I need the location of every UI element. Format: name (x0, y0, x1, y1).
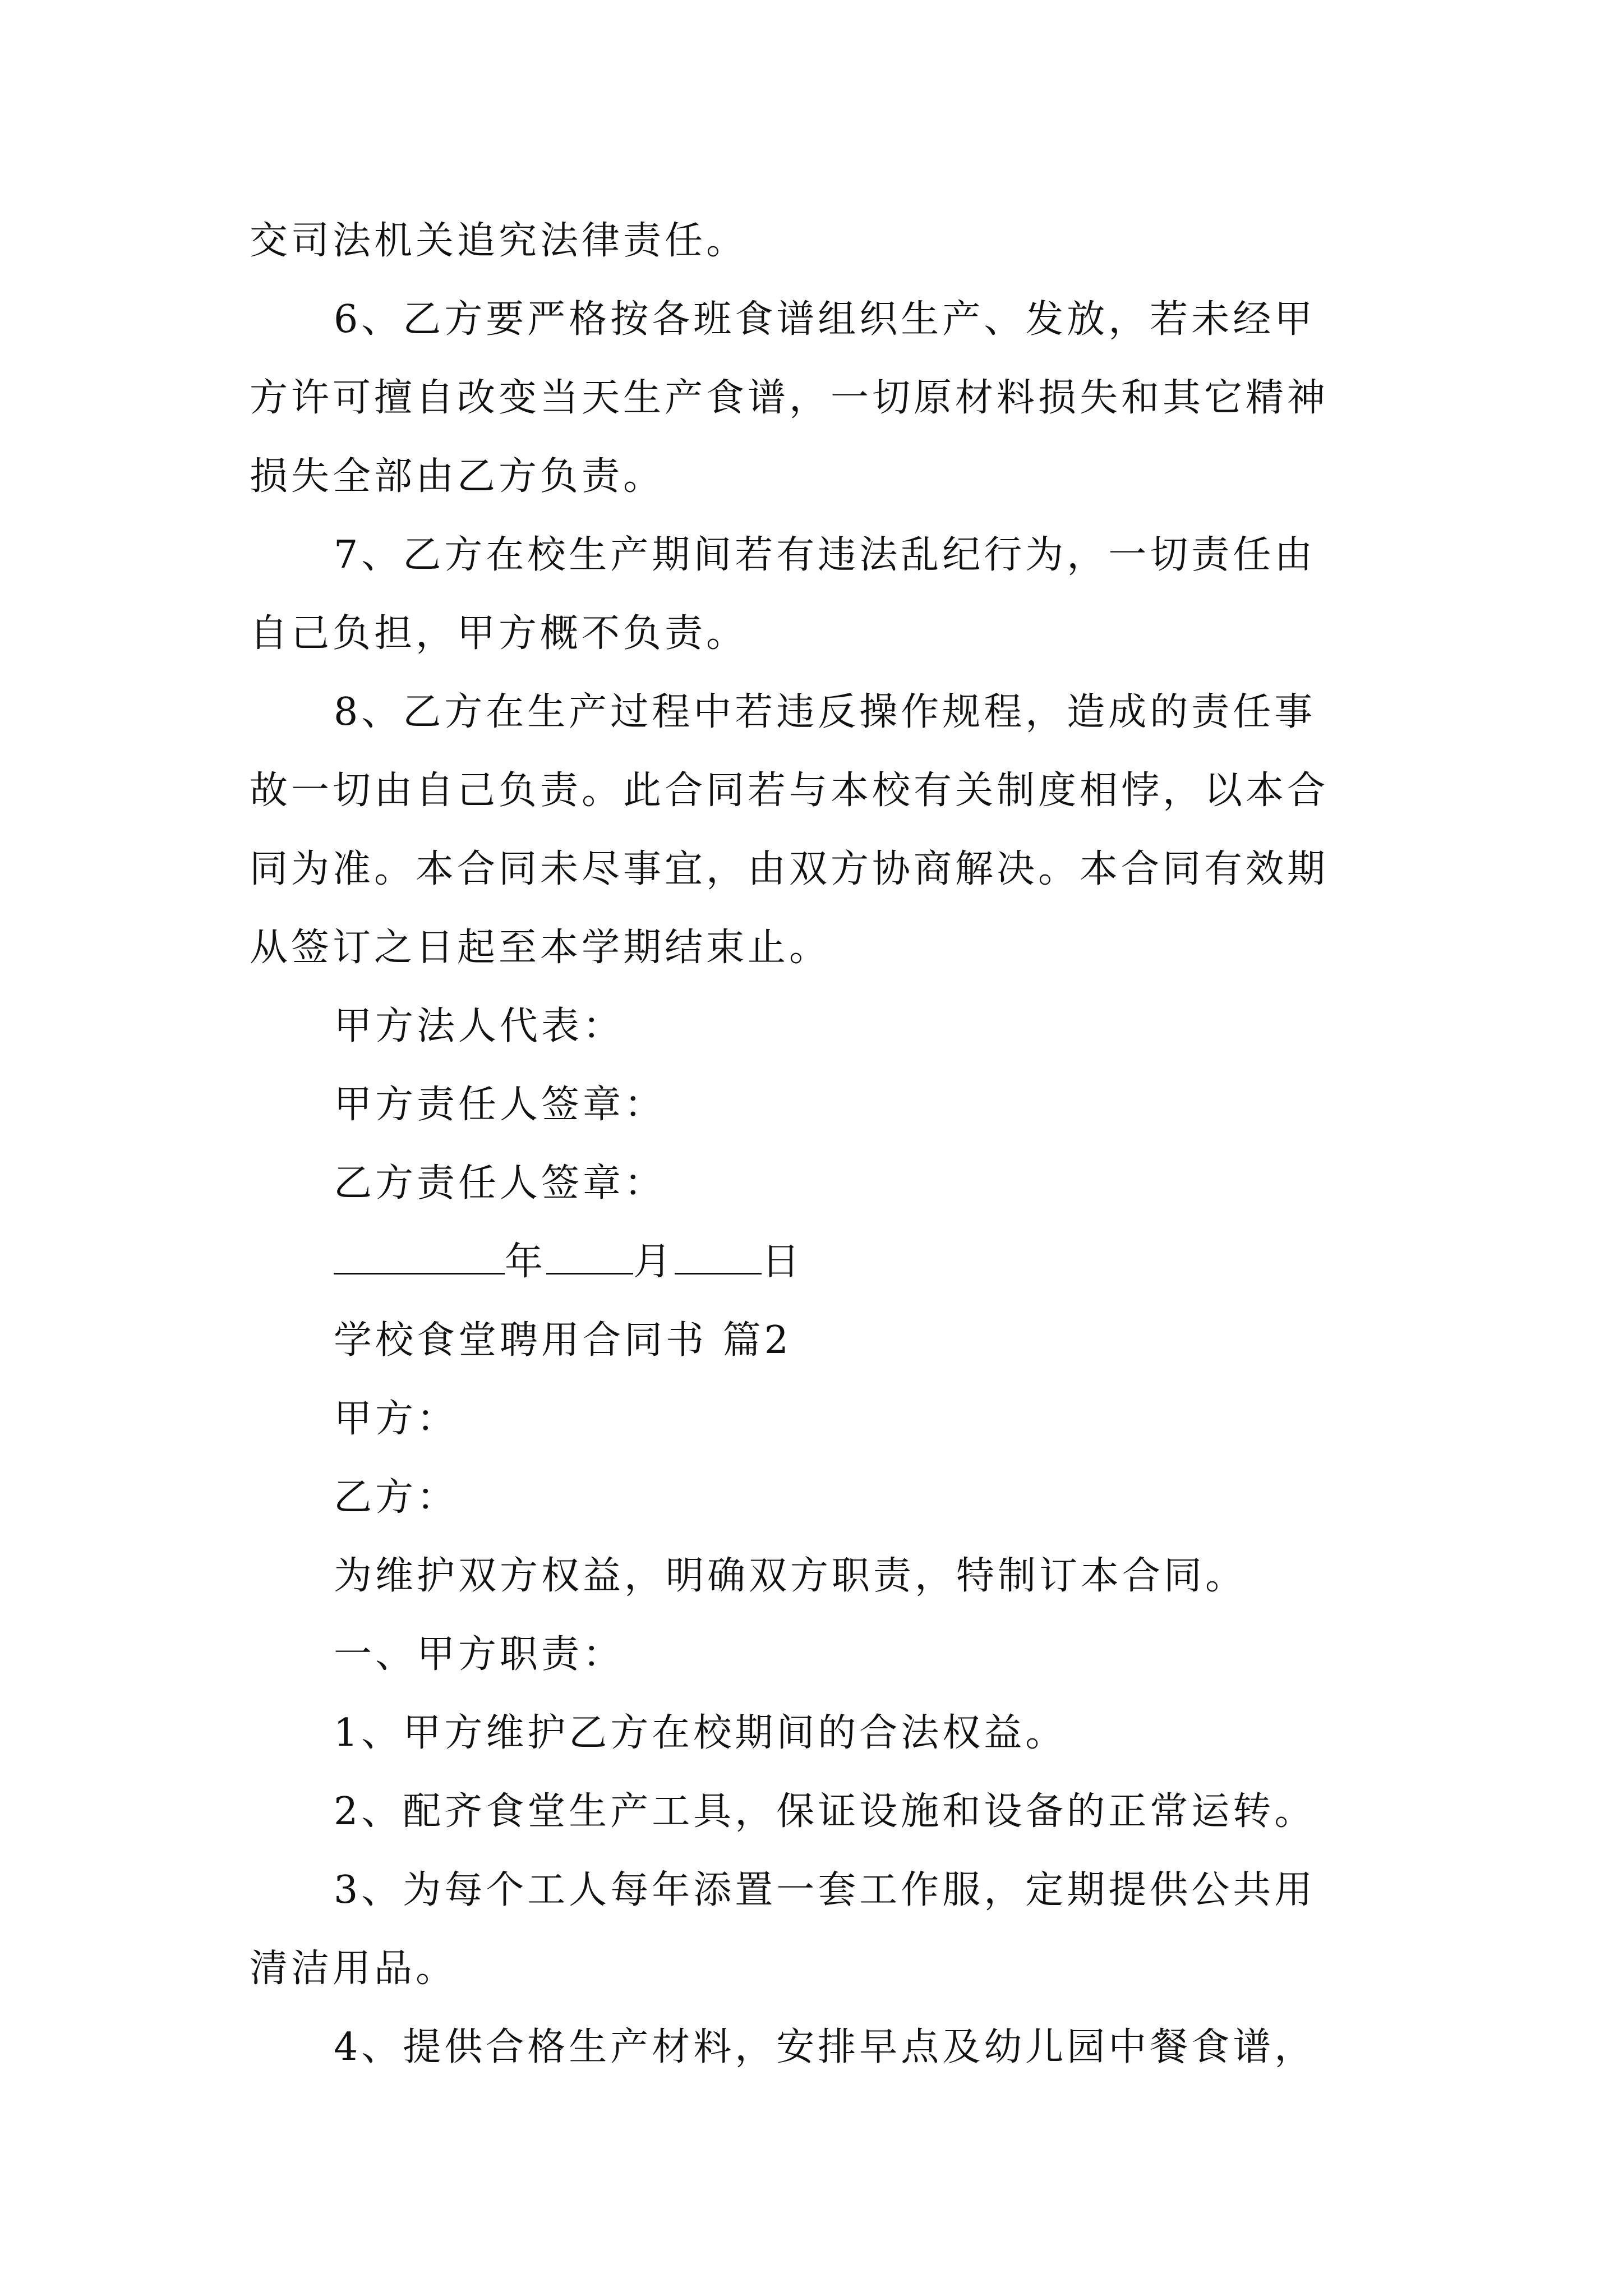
text-line: 一、甲方职责： (334, 1632, 625, 1677)
signature-party-a-legal-rep: 甲方法人代表： (334, 1004, 625, 1048)
text-line: 1、甲方维护乙方在校期间的合法权益。 (334, 1711, 1067, 1755)
text-line: 为维护双方权益，明确双方职责，特制订本合同。 (334, 1554, 1247, 1598)
text-line: 损失全部由乙方负责。 (250, 454, 665, 499)
text-line: 故一切由自己负责。此合同若与本校有关制度相悖，以本合 (250, 769, 1329, 813)
month-blank (546, 1239, 633, 1274)
year-blank (334, 1239, 505, 1274)
document-body (250, 202, 1388, 2087)
text-line: 8、乙方在生产过程中若违反操作规程，造成的责任事 (334, 690, 1316, 734)
text-line: 从签订之日起至本学期结束止。 (250, 926, 831, 970)
year-label: 年 (505, 1240, 547, 1284)
text-line: 清洁用品。 (250, 1947, 458, 1991)
text-line: 7、乙方在校生产期间若有违法乱纪行为，一切责任由 (334, 533, 1316, 577)
text-line: 4、提供合格生产材料，安排早点及幼儿园中餐食谱， (334, 2025, 1316, 2069)
text-line: 方许可擅自改变当天生产食谱，一切原材料损失和其它精神 (250, 376, 1329, 420)
party-b-label: 乙方： (334, 1475, 459, 1520)
text-line: 2、配齐食堂生产工具，保证设施和设备的正常运转。 (334, 1789, 1316, 1834)
text-line: 3、为每个工人每年添置一套工作服，定期提供公共用 (334, 1868, 1316, 1912)
day-label: 日 (762, 1240, 804, 1284)
text-line: 6、乙方要严格按各班食谱组织生产、发放，若未经甲 (334, 297, 1316, 342)
text-line: 自己负担，甲方概不负责。 (250, 611, 748, 656)
party-a-label: 甲方： (334, 1397, 459, 1441)
text-line: 交司法机关追究法律责任。 (250, 219, 748, 263)
month-label: 月 (633, 1240, 675, 1284)
day-blank (675, 1239, 762, 1274)
date-line (250, 1223, 1388, 1301)
text-line: 同为准。本合同未尽事宜，由双方协商解决。本合同有效期 (250, 847, 1329, 891)
signature-party-a-responsible: 甲方责任人签章： (334, 1083, 666, 1127)
section-heading: 学校食堂聘用合同书 篇2 (334, 1318, 792, 1363)
signature-party-b-responsible: 乙方责任人签章： (334, 1161, 666, 1205)
